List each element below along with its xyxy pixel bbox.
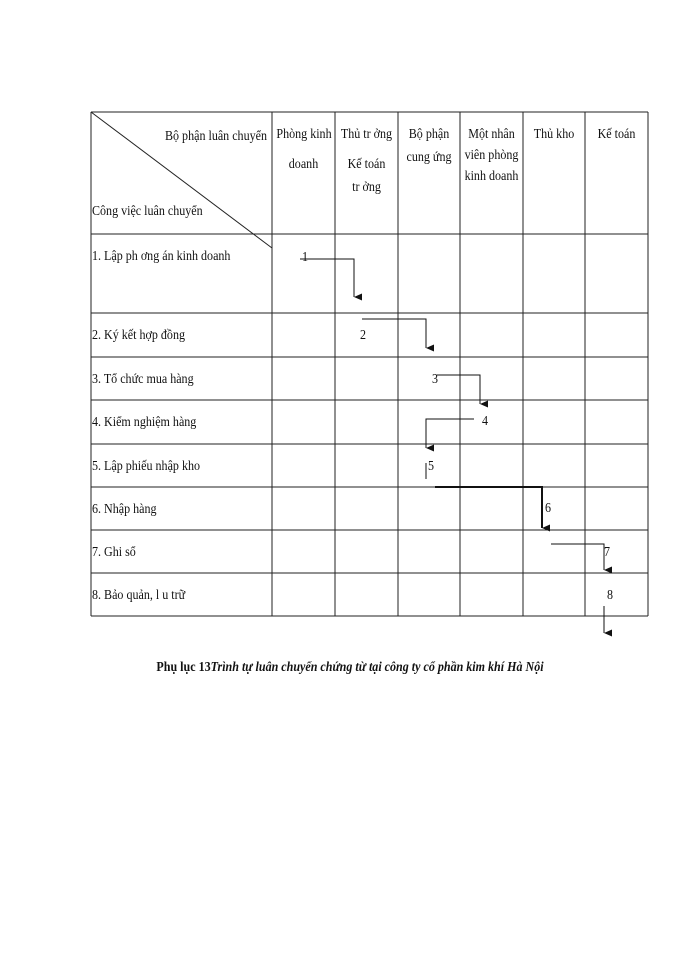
flow-arrow-2 [362,319,426,348]
step-number-7: 7 [604,545,611,560]
step-number-5: 5 [428,459,435,474]
flow-arrow-3 [437,375,480,404]
row-label-7: 7. Ghi sổ [92,545,136,560]
column-header-bo-phan-cung-ung: Bộ phận cung ứng [406,127,452,165]
row-label-5: 5. Lập phiếu nhập kho [92,459,201,474]
corner-bottom-label: Công việc luân chuyển [92,204,203,219]
column-header-thu-truong: Thủ tr ởng Kế toán tr ởng [340,127,393,195]
step-number-2: 2 [360,328,367,343]
step-number-1: 1 [302,250,309,265]
column-header-ke-toan: Kế toán [597,127,636,142]
flow-arrow-4 [426,419,474,448]
step-number-4: 4 [482,414,489,429]
row-label-6: 6. Nhập hàng [92,502,157,517]
flow-arrow-1 [300,259,354,297]
step-number-6: 6 [545,501,552,516]
row-label-4: 4. Kiểm nghiệm hàng [92,415,197,430]
column-header-phong-kinh-doanh: Phòng kinh doanh [276,127,332,172]
corner-top-label: Bộ phận luân chuyển [165,129,267,144]
flow-arrow-5 [435,487,542,528]
row-label-2: 2. Ký kết hợp đồng [92,328,185,343]
caption-label: Phụ lục 13 [156,660,211,675]
row-label-8: 8. Bảo quản, l u trữ [92,588,186,603]
step-number-3: 3 [432,372,439,387]
caption-text: Trình tự luân chuyển chứng từ tại công ty cổ phần kim khí Hà Nội [210,660,544,675]
row-label-1: 1. Lập ph ơng án kinh doanh [92,249,231,264]
column-header-nhan-vien-phong-kinh-doanh: Một nhân viên phòng kinh doanh [464,127,519,184]
figure-caption [49,660,651,676]
column-header-thu-kho: Thủ kho [533,127,575,142]
flow-arrow-6 [551,544,604,570]
step-number-8: 8 [607,588,614,603]
row-label-3: 3. Tổ chức mua hàng [92,372,194,387]
